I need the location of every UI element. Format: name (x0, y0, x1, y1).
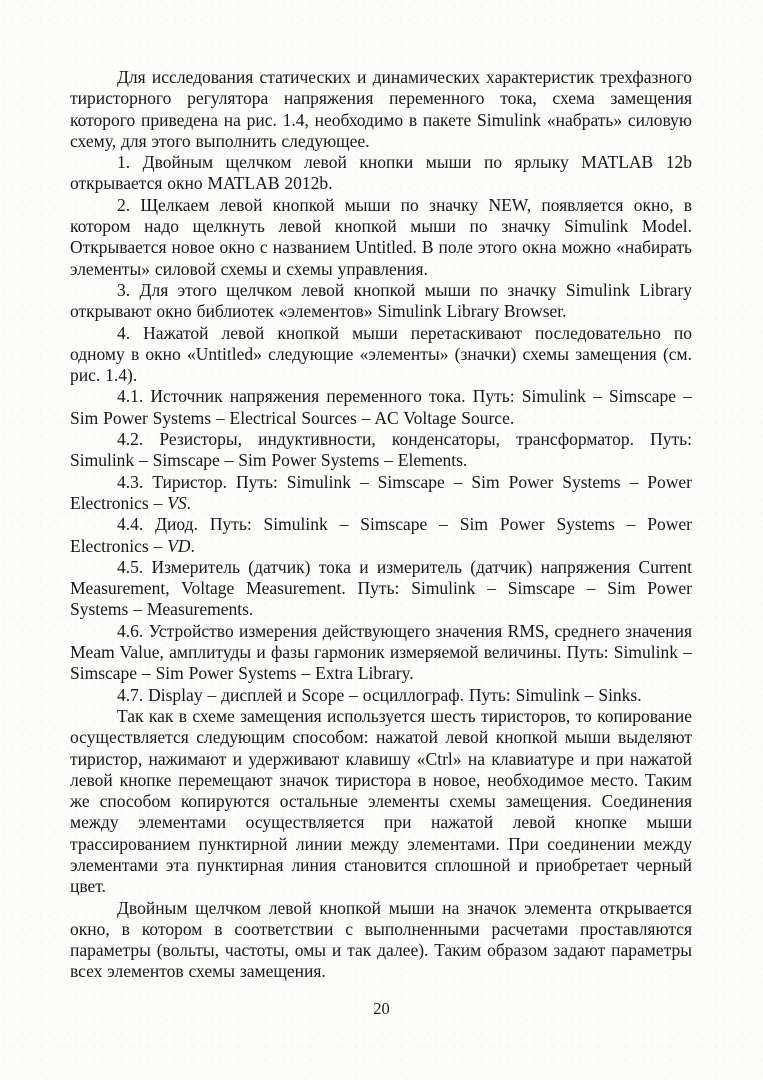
paragraph-text: Для исследования статических и динамических характеристик трехфазного тиристорного регулятора напряжения переменного тока, схема замещения которого приведена на рис. 1.4, необходимо в пакете Simulink «набрать» силовую схему, для этого выполнить следующее. (70, 67, 692, 151)
paragraph-text: Так как в схеме замещения используется шесть тиристоров, то копирование осуществляется следующим способом: нажатой левой кнопкой мыши выделяют тиристор, нажимают и удерживают клавишу «Ctrl» на клавиатуре и при нажатой левой кнопке перемещают значок тиристора в новое, необходимое место. Таким же способом копируются остальные элементы схемы замещения. Соединения между элементами осуществляется при нажатой левой кнопке мыши трассированием пунктирной линии между элементами. При соединении между элементами эта пунктирная линия становится сплошной и приобретает черный цвет. (70, 705, 692, 897)
paragraph (70, 685, 692, 706)
paragraph (70, 514, 692, 557)
paragraph (70, 386, 692, 429)
paragraph (70, 429, 692, 472)
paragraph-text: 4.4. Диод. Путь: Simulink – Simscape – Sim Power Systems – Power Electronics – (70, 514, 692, 556)
paragraph (70, 323, 692, 387)
paragraph-text: 4.7. Display – дисплей и Scope – осциллограф. Путь: Simulink – Sinks. (117, 684, 642, 705)
paragraph (70, 472, 692, 515)
paragraph (70, 706, 692, 898)
paragraph-text: 4. Нажатой левой кнопкой мыши перетаскивают последовательно по одному в окно «Untitled» следующие «элементы» (значки) схемы замещения (см. рис. 1.4). (70, 322, 692, 386)
paragraph (70, 67, 692, 152)
paragraph-text: 3. Для этого щелчком левой кнопкой мыши по значку Simulink Library открывают окно библиотек «элементов» Simulink Library Browser. (70, 279, 692, 322)
paragraph-text: . (186, 492, 192, 513)
page-body (70, 67, 692, 983)
paragraph (70, 898, 692, 983)
paragraph-text: 4.2. Резисторы, индуктивности, конденсаторы, трансформатор. Путь: Simulink – Simscape – Sim Power Systems – Elements. (70, 429, 692, 471)
page-number: 20 (373, 999, 390, 1018)
paragraph (70, 152, 692, 195)
paragraph (70, 195, 692, 280)
paragraph-text: 4.1. Источник напряжения переменного тока. Путь: Simulink – Simscape – Sim Power Systems – Electrical Sources – AC Voltage Source. (70, 386, 692, 428)
paragraph-text-italic: VD (167, 535, 191, 556)
paragraph-text: 4.6. Устройство измерения действующего значения RMS, среднего значения Meam Value, амплитуды и фазы гармоник измеряемой величины. Путь: Simulink – Simscape – Sim Power Systems – Extra Library. (70, 620, 692, 684)
paragraph-text: 2. Щелкаем левой кнопкой мыши по значку NEW, появляется окно, в котором надо щелкнуть левой кнопкой мыши по значку Simulink Model. Открывается новое окно с названием Untitled. В поле этого окна можно «набирать элементы» силовой схемы и схемы управления. (70, 194, 692, 279)
paragraph-text-italic: VS (167, 492, 187, 513)
paragraph-text: 4.3. Тиристор. Путь: Simulink – Simscape – Sim Power Systems – Power Electronics – (70, 471, 692, 513)
paragraph (70, 280, 692, 323)
paragraph (70, 621, 692, 685)
paragraph-text: Двойным щелчком левой кнопкой мыши на значок элемента открывается окно, в котором в соответствии с выполненными расчетами проставляются параметры (вольты, частоты, омы и так далее). Таким образом задают параметры всех элементов схемы замещения. (70, 897, 692, 982)
paragraph-text: . (190, 535, 195, 556)
paragraph-text: 4.5. Измеритель (датчик) тока и измеритель (датчик) напряжения Current Measurement, Voltage Measurement. Путь: Simulink – Simscape – Sim Power Systems – Measurements. (70, 556, 692, 620)
paragraph-text: 1. Двойным щелчком левой кнопки мыши по ярлыку MATLAB 12b открывается окно MATLAB 2012b. (70, 152, 692, 194)
paragraph (70, 557, 692, 621)
